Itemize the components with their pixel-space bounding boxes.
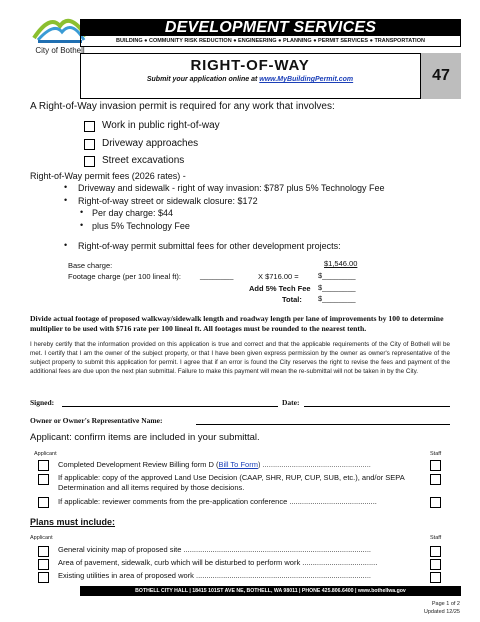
footage-input-blank[interactable]: ________ <box>200 271 234 280</box>
tech-fee-label: Add 5% Tech Fee <box>249 284 311 293</box>
checkbox-driveway[interactable] <box>84 139 95 150</box>
bullet-icon: • <box>64 182 68 192</box>
logo-caption: City of Bothell <box>35 46 85 55</box>
footage-charge-label: Footage charge (per 100 lineal ft): <box>68 272 181 281</box>
total-blank[interactable]: $________ <box>318 294 356 303</box>
date-label: Date: <box>282 398 300 407</box>
bullet-icon: • <box>64 240 68 250</box>
date-line[interactable] <box>304 406 450 407</box>
form-title: RIGHT-OF-WAY <box>190 57 310 74</box>
page-info <box>400 600 460 616</box>
staff-checkbox-pavement-area[interactable] <box>430 559 441 570</box>
staff-column-label: Staff <box>430 451 442 457</box>
multiplier-label: X $716.00 = <box>258 272 299 281</box>
department-banner: DEVELOPMENT SERVICES <box>80 19 461 36</box>
billing-form-dots: ) .................................................... <box>257 460 371 469</box>
applicant-checkbox-vicinity-map[interactable] <box>38 546 49 557</box>
fees-heading: Right-of-Way permit fees (2026 rates) - <box>30 171 186 181</box>
page-number: Page 1 of 2 <box>431 601 460 607</box>
plans-item: Existing utilities in area of proposed work .................................................................................... <box>58 571 372 580</box>
billing-form-text: Completed Development Review Billing form D ( <box>58 460 219 469</box>
checkbox-work-public-row[interactable] <box>84 121 95 132</box>
department-divisions: BUILDING ● COMMUNITY RISK REDUCTION ● ENGINEERING ● PLANNING ● PERMIT SERVICES ● TRANSPORTATION <box>80 36 461 47</box>
footer-contact-bar: BOTHELL CITY HALL | 18415 101ST AVE NE, BOTHELL, WA 98011 | PHONE 425.806.6400 | www.bothellwa.gov <box>80 586 461 596</box>
certification-text: I hereby certify that the information provided on this application is true and correct and that the applicable requirements of the City of Bothell will be met. I certify that I am the owner of the subject property, or that I have been given express permission by the owner as owner's representative of the subject property to submit this application for permit. I agree that if an error is found the City reserves the right to revise the fees and payment of the additional fees are due upon the next plan submittal. Failure to make this payment will mean the re-submittal will not be taken in by the City. <box>30 341 450 375</box>
staff-column-label: Staff <box>430 535 442 541</box>
signed-label: Signed: <box>30 398 55 407</box>
bullet-icon: • <box>64 195 68 205</box>
plans-item: General vicinity map of proposed site .......................................................................................... <box>58 545 372 554</box>
confirm-heading: Applicant: confirm items are included in your submittal. <box>30 432 260 443</box>
signature-line[interactable] <box>62 406 278 407</box>
submit-online-line <box>80 76 420 83</box>
total-label: Total: <box>282 295 302 304</box>
checklist-land-use: If applicable: copy of the approved Land Use Decision (CAAP, SHR, RUP, CUP, SUB, etc.), and/or SEPA Determination and all items required by those decisions. <box>58 473 405 492</box>
fee-bullet-3: Right-of-way permit submittal fees for other development projects: <box>78 241 341 251</box>
tech-fee-blank[interactable]: $________ <box>318 283 356 292</box>
sub-bullet-icon: • <box>80 220 84 230</box>
work-item-label: Work in public right-of-way <box>102 120 220 131</box>
fee-bullet-2: Right-of-way street or sidewalk closure: $172 <box>78 196 258 206</box>
plans-heading: Plans must include: <box>30 517 116 527</box>
owner-name-line[interactable] <box>196 424 450 425</box>
base-charge-label: Base charge: <box>68 261 113 270</box>
footage-total-blank[interactable]: $________ <box>318 271 356 280</box>
updated-date: Updated 12/25 <box>423 609 460 615</box>
footage-instruction: Divide actual footage of proposed walkway/sidewalk length and roadway length per lane of improvements by 100 to determine multiplier to be used with $716 rate per 100 lineal ft. All footages must be rounded to the nearest tenth. <box>30 314 444 333</box>
staff-checkbox-pre-app[interactable] <box>430 497 441 508</box>
staff-checkbox-billing-form[interactable] <box>430 460 441 471</box>
form-number: 47 <box>420 53 461 99</box>
staff-checkbox-vicinity-map[interactable] <box>430 546 441 557</box>
fee-sub-bullet-2: plus 5% Technology Fee <box>92 221 190 231</box>
work-item-label: Street excavations <box>102 155 185 166</box>
owner-name-label: Owner or Owner's Representative Name: <box>30 416 163 425</box>
checkbox-street-excavations[interactable] <box>84 156 95 167</box>
staff-checkbox-utilities[interactable] <box>430 572 441 583</box>
bill-to-form-link[interactable]: Bill To Form <box>218 460 258 469</box>
checklist-billing-form <box>58 460 418 470</box>
staff-checkbox-land-use[interactable] <box>430 474 441 485</box>
base-charge-value: $1,546.00 <box>324 259 358 268</box>
mybuildingpermit-link[interactable]: www.MyBuildingPermit.com <box>259 76 354 83</box>
applicant-column-label: Applicant <box>34 451 57 457</box>
applicant-checkbox-land-use[interactable] <box>38 474 49 485</box>
applicant-checkbox-billing-form[interactable] <box>38 460 49 471</box>
intro-text: A Right-of-Way invasion permit is required for any work that involves: <box>30 101 335 112</box>
applicant-checkbox-pre-app[interactable] <box>38 497 49 508</box>
sub-bullet-icon: • <box>80 207 84 217</box>
applicant-column-label: Applicant <box>30 535 53 541</box>
applicant-checkbox-pavement-area[interactable] <box>38 559 49 570</box>
fee-sub-bullet-1: Per day charge: $44 <box>92 208 174 218</box>
fee-bullet-1: Driveway and sidewalk - right of way invasion: $787 plus 5% Technology Fee <box>78 183 385 193</box>
applicant-checkbox-utilities[interactable] <box>38 572 49 583</box>
checklist-pre-app: If applicable: reviewer comments from the pre-application conference .......................................... <box>58 497 377 506</box>
submit-prefix: Submit your application online at <box>146 76 260 83</box>
plans-item: Area of pavement, sidewalk, curb which will be disturbed to perform work .................................... <box>58 558 378 567</box>
work-item-label: Driveway approaches <box>102 138 199 149</box>
